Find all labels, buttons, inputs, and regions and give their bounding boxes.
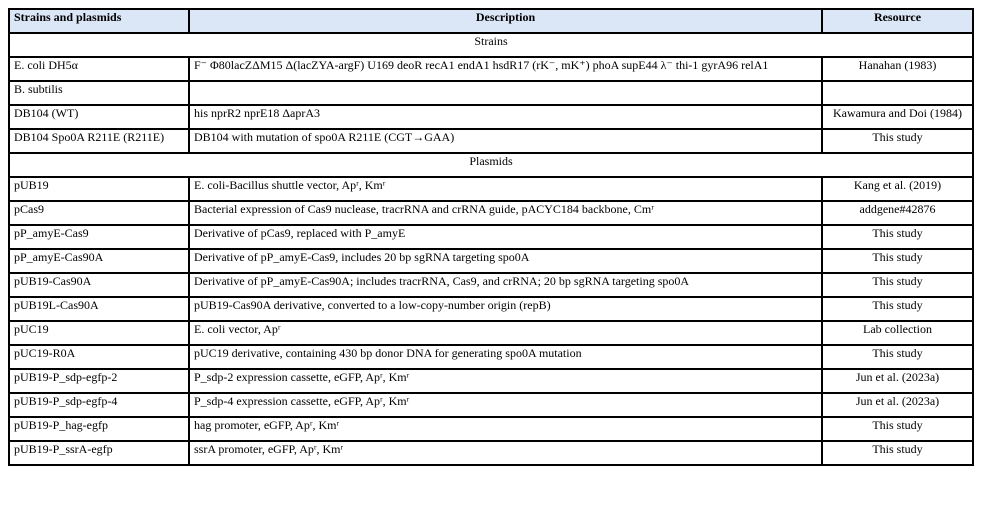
cell-resource: This study: [822, 129, 973, 153]
header-row: [9, 9, 973, 33]
table-row: [9, 177, 973, 201]
cell-resource: This study: [822, 297, 973, 321]
cell-strain-plasmid: pP_amyE-Cas90A: [9, 249, 189, 273]
cell-description: Derivative of pCas9, replaced with P_amyE: [189, 225, 822, 249]
cell-strain-plasmid: pUB19L-Cas90A: [9, 297, 189, 321]
cell-strain-plasmid: pCas9: [9, 201, 189, 225]
section-row: [9, 33, 973, 57]
cell-resource: This study: [822, 225, 973, 249]
cell-description: ssrA promoter, eGFP, Apʳ, Kmʳ: [189, 441, 822, 465]
table-body: [9, 33, 973, 465]
cell-description: P_sdp-4 expression cassette, eGFP, Apʳ, Kmʳ: [189, 393, 822, 417]
cell-resource: This study: [822, 345, 973, 369]
cell-description: P_sdp-2 expression cassette, eGFP, Apʳ, Kmʳ: [189, 369, 822, 393]
cell-resource: This study: [822, 273, 973, 297]
cell-strain-plasmid: pUC19-R0A: [9, 345, 189, 369]
cell-strain-plasmid: pUB19: [9, 177, 189, 201]
section-row: [9, 153, 973, 177]
cell-description: DB104 with mutation of spo0A R211E (CGT→GAA): [189, 129, 822, 153]
section-title: Strains: [9, 33, 973, 57]
cell-resource: addgene#42876: [822, 201, 973, 225]
cell-strain-plasmid: pUB19-P_hag-egfp: [9, 417, 189, 441]
cell-resource: Kawamura and Doi (1984): [822, 105, 973, 129]
table-row: [9, 129, 973, 153]
table-row: [9, 321, 973, 345]
header-resource: Resource: [822, 9, 973, 33]
table-row: [9, 57, 973, 81]
table-row: [9, 249, 973, 273]
cell-description: hag promoter, eGFP, Apʳ, Kmʳ: [189, 417, 822, 441]
table-row: [9, 369, 973, 393]
cell-resource: This study: [822, 441, 973, 465]
cell-resource: Kang et al. (2019): [822, 177, 973, 201]
cell-strain-plasmid: B. subtilis: [9, 81, 189, 105]
cell-strain-plasmid: pP_amyE-Cas9: [9, 225, 189, 249]
table-row: [9, 273, 973, 297]
cell-strain-plasmid: E. coli DH5α: [9, 57, 189, 81]
cell-description: E. coli-Bacillus shuttle vector, Apʳ, Kmʳ: [189, 177, 822, 201]
cell-resource: This study: [822, 249, 973, 273]
cell-description: his nprR2 nprE18 ΔaprA3: [189, 105, 822, 129]
cell-strain-plasmid: pUB19-Cas90A: [9, 273, 189, 297]
table-container: [8, 8, 974, 466]
cell-resource: This study: [822, 417, 973, 441]
cell-resource: Lab collection: [822, 321, 973, 345]
cell-description: Derivative of pP_amyE-Cas90A; includes tracrRNA, Cas9, and crRNA; 20 bp sgRNA targeting spo0A: [189, 273, 822, 297]
table-row: [9, 417, 973, 441]
cell-strain-plasmid: pUB19-P_ssrA-egfp: [9, 441, 189, 465]
cell-resource: Hanahan (1983): [822, 57, 973, 81]
cell-strain-plasmid: DB104 Spo0A R211E (R211E): [9, 129, 189, 153]
strains-plasmids-table: [8, 8, 974, 466]
header-description: Description: [189, 9, 822, 33]
cell-description: Derivative of pP_amyE-Cas9, includes 20 bp sgRNA targeting spo0A: [189, 249, 822, 273]
table-row: [9, 297, 973, 321]
table-row: [9, 201, 973, 225]
cell-resource: Jun et al. (2023a): [822, 369, 973, 393]
cell-resource: [822, 81, 973, 105]
cell-description: Bacterial expression of Cas9 nuclease, tracrRNA and crRNA guide, pACYC184 backbone, Cmʳ: [189, 201, 822, 225]
table-row: [9, 393, 973, 417]
cell-description: E. coli vector, Apʳ: [189, 321, 822, 345]
table-row: [9, 345, 973, 369]
cell-resource: Jun et al. (2023a): [822, 393, 973, 417]
table-row: [9, 81, 973, 105]
cell-strain-plasmid: pUC19: [9, 321, 189, 345]
cell-description: pUC19 derivative, containing 430 bp donor DNA for generating spo0A mutation: [189, 345, 822, 369]
cell-description: F⁻ Φ80lacZΔM15 Δ(lacZYA-argF) U169 deoR recA1 endA1 hsdR17 (rK⁻, mK⁺) phoA supE44 λ⁻ thi-1 gyrA96 relA1: [189, 57, 822, 81]
table-row: [9, 105, 973, 129]
cell-strain-plasmid: pUB19-P_sdp-egfp-2: [9, 369, 189, 393]
table-row: [9, 225, 973, 249]
cell-description: [189, 81, 822, 105]
header-strains-and-plasmids: Strains and plasmids: [9, 9, 189, 33]
cell-strain-plasmid: pUB19-P_sdp-egfp-4: [9, 393, 189, 417]
table-row: [9, 441, 973, 465]
cell-description: pUB19-Cas90A derivative, converted to a low-copy-number origin (repB): [189, 297, 822, 321]
cell-strain-plasmid: DB104 (WT): [9, 105, 189, 129]
section-title: Plasmids: [9, 153, 973, 177]
